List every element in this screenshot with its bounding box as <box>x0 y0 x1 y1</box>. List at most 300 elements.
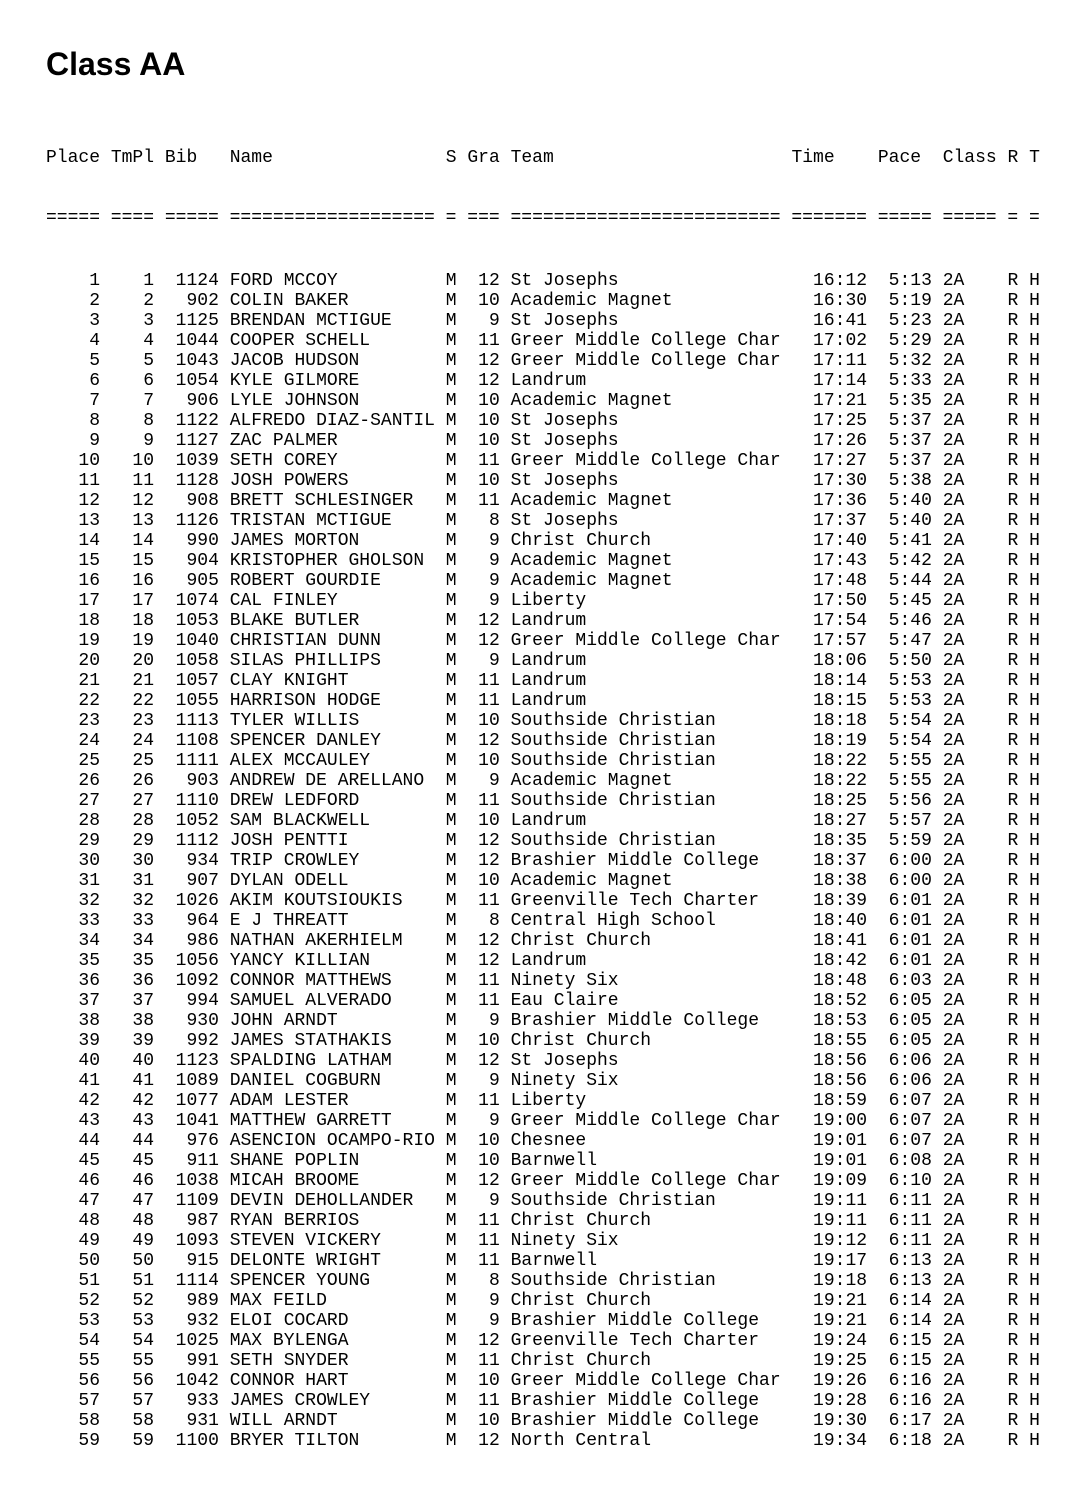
cell-grade: 10 <box>467 1371 500 1391</box>
cell-tmpl: 11 <box>110 471 155 491</box>
result-row <box>46 531 1088 551</box>
table-header-separator: ===== ==== ===== =================== = === ========================= ======= ===== ===== = = <box>46 208 1040 228</box>
cell-bib: 1111 <box>164 751 219 771</box>
cell-place: 52 <box>46 1291 101 1311</box>
cell-name: CHRISTIAN DUNN <box>229 631 435 651</box>
cell-t: H <box>1029 491 1040 511</box>
cell-bib: 1122 <box>164 411 219 431</box>
cell-place: 17 <box>46 591 101 611</box>
cell-tmpl: 52 <box>110 1291 155 1311</box>
cell-class: 2A <box>942 611 997 631</box>
cell-time: 17:57 <box>791 631 868 651</box>
cell-time: 19:26 <box>791 1371 868 1391</box>
cell-class: 2A <box>942 271 997 291</box>
cell-r: R <box>1007 391 1019 411</box>
cell-tmpl: 4 <box>110 331 155 351</box>
cell-r: R <box>1007 491 1019 511</box>
cell-bib: 930 <box>164 1011 219 1031</box>
cell-bib: 1041 <box>164 1111 219 1131</box>
cell-class: 2A <box>942 531 997 551</box>
result-row <box>46 951 1088 971</box>
cell-tmpl: 1 <box>110 271 155 291</box>
cell-time: 19:28 <box>791 1391 868 1411</box>
cell-t: H <box>1029 1271 1040 1291</box>
cell-sex: M <box>445 411 457 431</box>
cell-sex: M <box>445 1431 457 1451</box>
cell-sex: M <box>445 491 457 511</box>
cell-r: R <box>1007 511 1019 531</box>
cell-grade: 8 <box>467 511 500 531</box>
cell-pace: 5:38 <box>877 471 932 491</box>
cell-team: Academic Magnet <box>510 491 781 511</box>
cell-team: Academic Magnet <box>510 551 781 571</box>
cell-pace: 5:33 <box>877 371 932 391</box>
cell-class: 2A <box>942 891 997 911</box>
cell-sex: M <box>445 891 457 911</box>
cell-pace: 5:47 <box>877 631 932 651</box>
cell-grade: 10 <box>467 811 500 831</box>
cell-place: 57 <box>46 1391 101 1411</box>
cell-name: TRIP CROWLEY <box>229 851 435 871</box>
cell-class: 2A <box>942 1051 997 1071</box>
cell-grade: 10 <box>467 1411 500 1431</box>
cell-grade: 9 <box>467 1311 500 1331</box>
result-row <box>46 1031 1088 1051</box>
cell-time: 16:30 <box>791 291 868 311</box>
cell-sex: M <box>445 571 457 591</box>
cell-t: H <box>1029 791 1040 811</box>
cell-place: 59 <box>46 1431 101 1451</box>
result-row <box>46 751 1088 771</box>
cell-name: JOSH PENTTI <box>229 831 435 851</box>
cell-tmpl: 20 <box>110 651 155 671</box>
result-row <box>46 471 1088 491</box>
cell-time: 18:37 <box>791 851 868 871</box>
cell-time: 17:25 <box>791 411 868 431</box>
cell-r: R <box>1007 951 1019 971</box>
cell-pace: 5:56 <box>877 791 932 811</box>
cell-time: 18:42 <box>791 951 868 971</box>
cell-time: 18:25 <box>791 791 868 811</box>
column-header-t: T <box>1029 148 1040 168</box>
cell-name: WILL ARNDT <box>229 1411 435 1431</box>
cell-grade: 9 <box>467 551 500 571</box>
cell-bib: 986 <box>164 931 219 951</box>
cell-team: St Josephs <box>510 411 781 431</box>
cell-sex: M <box>445 371 457 391</box>
cell-r: R <box>1007 1211 1019 1231</box>
cell-team: Academic Magnet <box>510 391 781 411</box>
cell-pace: 5:35 <box>877 391 932 411</box>
cell-tmpl: 56 <box>110 1371 155 1391</box>
cell-r: R <box>1007 551 1019 571</box>
cell-time: 17:37 <box>791 511 868 531</box>
cell-class: 2A <box>942 851 997 871</box>
cell-r: R <box>1007 731 1019 751</box>
cell-pace: 6:13 <box>877 1251 932 1271</box>
result-row <box>46 731 1088 751</box>
cell-time: 19:09 <box>791 1171 868 1191</box>
cell-bib: 933 <box>164 1391 219 1411</box>
cell-class: 2A <box>942 1111 997 1131</box>
cell-name: BRETT SCHLESINGER <box>229 491 435 511</box>
cell-sex: M <box>445 711 457 731</box>
cell-place: 40 <box>46 1051 101 1071</box>
cell-class: 2A <box>942 971 997 991</box>
cell-pace: 6:11 <box>877 1211 932 1231</box>
column-header-pace: Pace <box>877 148 932 168</box>
cell-r: R <box>1007 311 1019 331</box>
cell-grade: 9 <box>467 1071 500 1091</box>
result-row <box>46 491 1088 511</box>
cell-place: 16 <box>46 571 101 591</box>
cell-t: H <box>1029 391 1040 411</box>
cell-r: R <box>1007 771 1019 791</box>
cell-r: R <box>1007 1191 1019 1211</box>
cell-grade: 11 <box>467 1251 500 1271</box>
cell-r: R <box>1007 1311 1019 1331</box>
cell-pace: 6:14 <box>877 1291 932 1311</box>
cell-grade: 11 <box>467 991 500 1011</box>
cell-t: H <box>1029 1431 1040 1451</box>
cell-place: 48 <box>46 1211 101 1231</box>
cell-time: 19:17 <box>791 1251 868 1271</box>
cell-class: 2A <box>942 1251 997 1271</box>
cell-class: 2A <box>942 1311 997 1331</box>
cell-grade: 9 <box>467 1111 500 1131</box>
cell-time: 17:26 <box>791 431 868 451</box>
cell-name: YANCY KILLIAN <box>229 951 435 971</box>
cell-team: Central High School <box>510 911 781 931</box>
cell-name: MICAH BROOME <box>229 1171 435 1191</box>
column-header-place: Place <box>46 148 101 168</box>
result-row <box>46 1391 1088 1411</box>
cell-bib: 1040 <box>164 631 219 651</box>
result-row <box>46 1411 1088 1431</box>
cell-bib: 1113 <box>164 711 219 731</box>
cell-t: H <box>1029 271 1040 291</box>
cell-grade: 12 <box>467 731 500 751</box>
cell-class: 2A <box>942 671 997 691</box>
cell-sex: M <box>445 751 457 771</box>
cell-t: H <box>1029 1231 1040 1251</box>
cell-r: R <box>1007 1431 1019 1451</box>
cell-place: 21 <box>46 671 101 691</box>
cell-r: R <box>1007 991 1019 1011</box>
cell-time: 18:38 <box>791 871 868 891</box>
cell-grade: 12 <box>467 271 500 291</box>
cell-tmpl: 30 <box>110 851 155 871</box>
cell-team: Ninety Six <box>510 1071 781 1091</box>
cell-time: 18:35 <box>791 831 868 851</box>
cell-tmpl: 3 <box>110 311 155 331</box>
cell-grade: 12 <box>467 1051 500 1071</box>
cell-name: TRISTAN MCTIGUE <box>229 511 435 531</box>
cell-place: 49 <box>46 1231 101 1251</box>
cell-pace: 5:40 <box>877 511 932 531</box>
cell-name: SPENCER YOUNG <box>229 1271 435 1291</box>
cell-place: 22 <box>46 691 101 711</box>
cell-grade: 11 <box>467 491 500 511</box>
cell-time: 19:12 <box>791 1231 868 1251</box>
cell-team: Academic Magnet <box>510 771 781 791</box>
cell-grade: 11 <box>467 791 500 811</box>
cell-name: DEVIN DEHOLLANDER <box>229 1191 435 1211</box>
cell-sex: M <box>445 1311 457 1331</box>
cell-r: R <box>1007 431 1019 451</box>
cell-t: H <box>1029 811 1040 831</box>
cell-tmpl: 45 <box>110 1151 155 1171</box>
cell-name: MAX BYLENGA <box>229 1331 435 1351</box>
cell-time: 19:18 <box>791 1271 868 1291</box>
cell-pace: 6:14 <box>877 1311 932 1331</box>
column-header-name: Name <box>229 148 435 168</box>
cell-place: 28 <box>46 811 101 831</box>
cell-class: 2A <box>942 1151 997 1171</box>
cell-tmpl: 31 <box>110 871 155 891</box>
cell-tmpl: 19 <box>110 631 155 651</box>
cell-time: 19:25 <box>791 1351 868 1371</box>
cell-team: Greer Middle College Char <box>510 1111 781 1131</box>
cell-grade: 12 <box>467 951 500 971</box>
cell-sex: M <box>445 631 457 651</box>
result-row <box>46 1431 1088 1451</box>
cell-place: 1 <box>46 271 101 291</box>
result-row <box>46 591 1088 611</box>
cell-grade: 8 <box>467 911 500 931</box>
cell-pace: 5:57 <box>877 811 932 831</box>
cell-tmpl: 10 <box>110 451 155 471</box>
result-row <box>46 371 1088 391</box>
cell-bib: 994 <box>164 991 219 1011</box>
cell-class: 2A <box>942 811 997 831</box>
result-row <box>46 311 1088 331</box>
cell-sex: M <box>445 951 457 971</box>
cell-t: H <box>1029 471 1040 491</box>
cell-class: 2A <box>942 471 997 491</box>
cell-bib: 907 <box>164 871 219 891</box>
cell-time: 18:18 <box>791 711 868 731</box>
cell-grade: 10 <box>467 431 500 451</box>
cell-t: H <box>1029 1031 1040 1051</box>
cell-t: H <box>1029 611 1040 631</box>
cell-pace: 6:07 <box>877 1131 932 1151</box>
cell-r: R <box>1007 871 1019 891</box>
cell-t: H <box>1029 1371 1040 1391</box>
cell-t: H <box>1029 711 1040 731</box>
cell-team: Greer Middle College Char <box>510 331 781 351</box>
cell-name: CAL FINLEY <box>229 591 435 611</box>
cell-team: St Josephs <box>510 1051 781 1071</box>
cell-tmpl: 51 <box>110 1271 155 1291</box>
cell-pace: 5:54 <box>877 711 932 731</box>
cell-name: COOPER SCHELL <box>229 331 435 351</box>
cell-class: 2A <box>942 871 997 891</box>
cell-sex: M <box>445 1351 457 1371</box>
cell-team: Christ Church <box>510 1351 781 1371</box>
cell-place: 19 <box>46 631 101 651</box>
cell-pace: 5:40 <box>877 491 932 511</box>
cell-place: 29 <box>46 831 101 851</box>
cell-team: Brashier Middle College <box>510 1411 781 1431</box>
cell-sex: M <box>445 1391 457 1411</box>
cell-place: 46 <box>46 1171 101 1191</box>
cell-sex: M <box>445 1131 457 1151</box>
cell-grade: 11 <box>467 1211 500 1231</box>
cell-class: 2A <box>942 371 997 391</box>
cell-class: 2A <box>942 551 997 571</box>
cell-name: SILAS PHILLIPS <box>229 651 435 671</box>
cell-r: R <box>1007 671 1019 691</box>
cell-grade: 10 <box>467 711 500 731</box>
cell-time: 19:01 <box>791 1151 868 1171</box>
cell-time: 18:14 <box>791 671 868 691</box>
cell-class: 2A <box>942 1171 997 1191</box>
cell-grade: 10 <box>467 1131 500 1151</box>
cell-bib: 906 <box>164 391 219 411</box>
cell-t: H <box>1029 411 1040 431</box>
result-row <box>46 631 1088 651</box>
cell-sex: M <box>445 971 457 991</box>
cell-place: 43 <box>46 1111 101 1131</box>
cell-place: 14 <box>46 531 101 551</box>
cell-team: Brashier Middle College <box>510 851 781 871</box>
cell-place: 38 <box>46 1011 101 1031</box>
cell-name: JAMES CROWLEY <box>229 1391 435 1411</box>
cell-time: 18:53 <box>791 1011 868 1031</box>
cell-time: 19:11 <box>791 1191 868 1211</box>
cell-grade: 9 <box>467 651 500 671</box>
cell-tmpl: 55 <box>110 1351 155 1371</box>
result-row <box>46 791 1088 811</box>
cell-place: 3 <box>46 311 101 331</box>
cell-pace: 6:08 <box>877 1151 932 1171</box>
cell-time: 18:56 <box>791 1051 868 1071</box>
cell-class: 2A <box>942 1331 997 1351</box>
cell-bib: 915 <box>164 1251 219 1271</box>
cell-class: 2A <box>942 931 997 951</box>
cell-pace: 6:11 <box>877 1231 932 1251</box>
cell-grade: 10 <box>467 871 500 891</box>
cell-tmpl: 17 <box>110 591 155 611</box>
cell-team: St Josephs <box>510 471 781 491</box>
cell-sex: M <box>445 791 457 811</box>
cell-grade: 9 <box>467 311 500 331</box>
cell-tmpl: 26 <box>110 771 155 791</box>
cell-team: Greenville Tech Charter <box>510 1331 781 1351</box>
cell-t: H <box>1029 1331 1040 1351</box>
cell-pace: 6:01 <box>877 911 932 931</box>
cell-class: 2A <box>942 1411 997 1431</box>
cell-sex: M <box>445 1031 457 1051</box>
cell-grade: 12 <box>467 351 500 371</box>
cell-tmpl: 27 <box>110 791 155 811</box>
result-row <box>46 991 1088 1011</box>
cell-team: Greer Middle College Char <box>510 351 781 371</box>
cell-place: 42 <box>46 1091 101 1111</box>
cell-grade: 11 <box>467 331 500 351</box>
cell-time: 18:15 <box>791 691 868 711</box>
cell-place: 53 <box>46 1311 101 1331</box>
result-row <box>46 1131 1088 1151</box>
cell-sex: M <box>445 331 457 351</box>
cell-pace: 5:44 <box>877 571 932 591</box>
cell-team: Ninety Six <box>510 1231 781 1251</box>
cell-sex: M <box>445 851 457 871</box>
cell-r: R <box>1007 371 1019 391</box>
cell-t: H <box>1029 1091 1040 1111</box>
cell-r: R <box>1007 1051 1019 1071</box>
result-row <box>46 291 1088 311</box>
cell-time: 18:52 <box>791 991 868 1011</box>
cell-pace: 5:55 <box>877 751 932 771</box>
cell-name: KRISTOPHER GHOLSON <box>229 551 435 571</box>
cell-bib: 1025 <box>164 1331 219 1351</box>
cell-bib: 990 <box>164 531 219 551</box>
result-row <box>46 691 1088 711</box>
cell-t: H <box>1029 571 1040 591</box>
cell-team: St Josephs <box>510 271 781 291</box>
cell-team: Southside Christian <box>510 1191 781 1211</box>
cell-class: 2A <box>942 1191 997 1211</box>
cell-place: 41 <box>46 1071 101 1091</box>
cell-grade: 12 <box>467 831 500 851</box>
cell-bib: 1044 <box>164 331 219 351</box>
cell-bib: 1093 <box>164 1231 219 1251</box>
cell-name: JAMES MORTON <box>229 531 435 551</box>
cell-pace: 5:37 <box>877 431 932 451</box>
cell-bib: 1057 <box>164 671 219 691</box>
cell-tmpl: 24 <box>110 731 155 751</box>
cell-pace: 6:13 <box>877 1271 932 1291</box>
result-row <box>46 1371 1088 1391</box>
cell-t: H <box>1029 1211 1040 1231</box>
cell-class: 2A <box>942 1371 997 1391</box>
cell-time: 18:22 <box>791 771 868 791</box>
cell-grade: 12 <box>467 851 500 871</box>
cell-tmpl: 54 <box>110 1331 155 1351</box>
cell-time: 19:30 <box>791 1411 868 1431</box>
cell-sex: M <box>445 991 457 1011</box>
cell-grade: 11 <box>467 1351 500 1371</box>
cell-sex: M <box>445 291 457 311</box>
cell-grade: 10 <box>467 751 500 771</box>
cell-tmpl: 34 <box>110 931 155 951</box>
cell-tmpl: 48 <box>110 1211 155 1231</box>
cell-r: R <box>1007 971 1019 991</box>
cell-tmpl: 28 <box>110 811 155 831</box>
cell-bib: 989 <box>164 1291 219 1311</box>
cell-tmpl: 36 <box>110 971 155 991</box>
cell-name: SHANE POPLIN <box>229 1151 435 1171</box>
result-row <box>46 391 1088 411</box>
cell-bib: 1124 <box>164 271 219 291</box>
cell-r: R <box>1007 1271 1019 1291</box>
cell-team: Eau Claire <box>510 991 781 1011</box>
cell-bib: 1077 <box>164 1091 219 1111</box>
column-header-class: Class <box>942 148 997 168</box>
cell-t: H <box>1029 771 1040 791</box>
cell-t: H <box>1029 1351 1040 1371</box>
cell-team: Christ Church <box>510 931 781 951</box>
cell-sex: M <box>445 271 457 291</box>
cell-t: H <box>1029 1191 1040 1211</box>
cell-bib: 1126 <box>164 511 219 531</box>
cell-r: R <box>1007 451 1019 471</box>
cell-r: R <box>1007 1091 1019 1111</box>
cell-time: 18:56 <box>791 1071 868 1091</box>
cell-t: H <box>1029 371 1040 391</box>
